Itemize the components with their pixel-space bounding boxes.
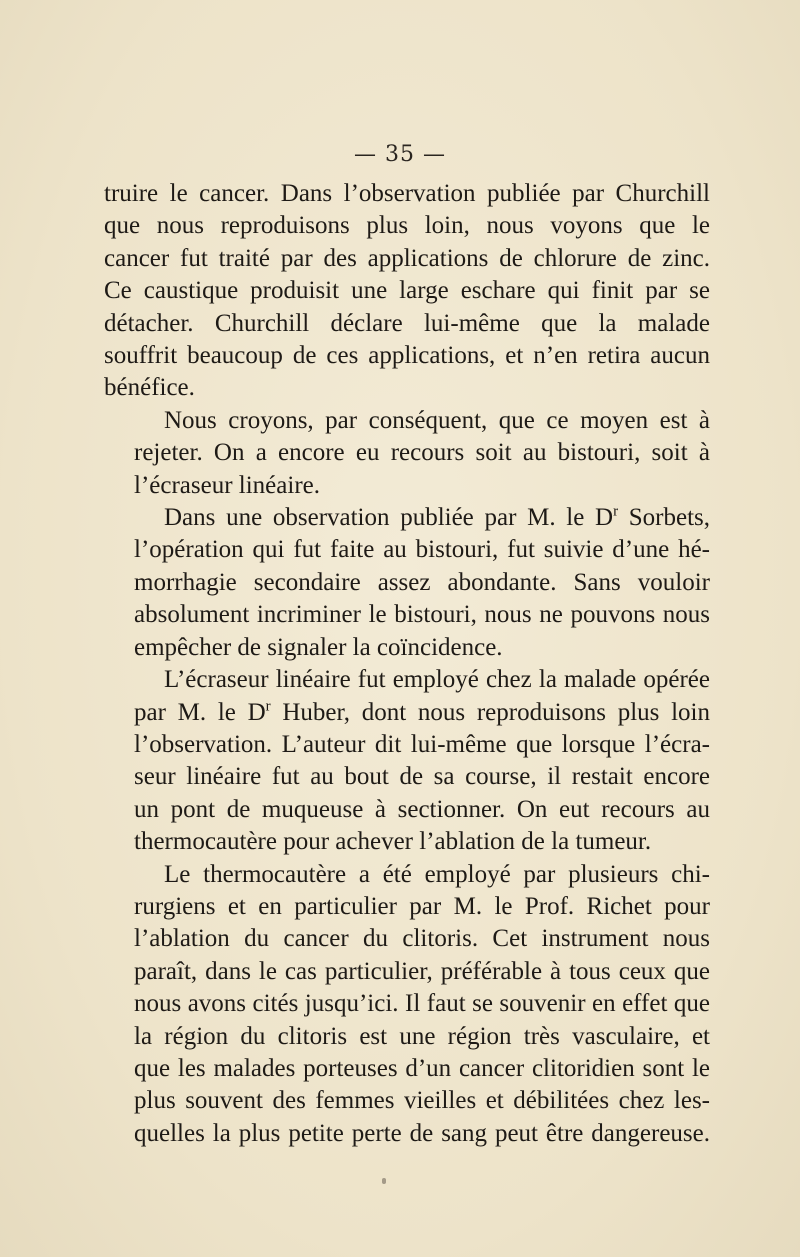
text-line: seur linéaire fut au bout de sa course, il restait encore: [134, 763, 710, 791]
body-text: [104, 178, 710, 1150]
text-fragment: Dans une observation publiée par M. le D: [164, 504, 614, 532]
text-line: cancer fut traité par des applications de chlorure de zinc.: [104, 244, 710, 272]
text-line: truire le cancer. Dans l’observation publiée par Churchill: [104, 180, 710, 207]
text-line: l’ablation du cancer du clitoris. Cet instrument nous: [134, 925, 710, 953]
text-line: l’opération qui fut faite au bistouri, fut suivie d’une hé-: [134, 536, 710, 564]
text-line: l’écraseur linéaire.: [134, 471, 320, 499]
text-line: Le thermocautère a été employé par plusieurs chi-: [164, 860, 710, 888]
text-line: Nous croyons, par conséquent, que ce moyen est à: [164, 406, 710, 434]
text-line: rejeter. On a encore eu recours soit au bistouri, soit à: [134, 439, 710, 467]
page-number: — 35 —: [354, 142, 446, 167]
text-line: paraît, dans le cas particulier, préférable à tous ceux que: [134, 957, 710, 985]
text-line: rurgiens et en particulier par M. le Prof. Richet pour: [134, 892, 710, 920]
paragraph-4: [104, 664, 710, 858]
paragraph-3: [104, 502, 710, 664]
text-line: L’écraseur linéaire fut employé chez la malade opérée: [164, 666, 710, 694]
text-line: un pont de muqueuse à sectionner. On eut recours au: [134, 795, 710, 823]
text-line: morrhagie secondaire assez abondante. Sans vouloir: [134, 568, 710, 596]
text-line: bénéfice.: [104, 374, 195, 402]
text-line: absolument incriminer le bistouri, nous ne pouvons nous: [134, 601, 710, 629]
text-line: souffrit beaucoup de ces applications, et n’en retira aucun: [104, 342, 710, 370]
ink-speck: [382, 1178, 386, 1184]
text-fragment: Sorbets,: [618, 504, 711, 532]
paragraph-5: [104, 859, 710, 1151]
paragraph-1: [104, 178, 710, 405]
text-fragment: Huber, dont nous reproduisons plus loin: [270, 698, 710, 726]
text-line: [104, 502, 710, 534]
text-line: [104, 697, 710, 729]
text-line: Ce caustique produisit une large eschare qui finit par se: [104, 277, 710, 305]
text-line: plus souvent des femmes vieilles et débilitées chez les-: [134, 1087, 710, 1115]
text-line: que nous reproduisons plus loin, nous voyons que le: [104, 212, 710, 240]
text-line: détacher. Churchill déclare lui-même que la malade: [104, 309, 710, 337]
superscript: r: [613, 503, 619, 520]
superscript: r: [265, 698, 271, 715]
text-line: thermocautère pour achever l’ablation de la tumeur.: [134, 828, 652, 856]
text-line: nous avons cités jusqu’ici. Il faut se souvenir en effet que: [134, 990, 710, 1018]
paragraph-2: [104, 405, 710, 502]
text-fragment: par M. le D: [134, 698, 266, 726]
text-line: empêcher de signaler la coïncidence.: [134, 633, 503, 661]
text-line: que les malades porteuses d’un cancer clitoridien sont le: [134, 1054, 710, 1082]
text-line: l’observation. L’auteur dit lui-même que lorsque l’écra-: [134, 730, 710, 758]
text-line: la région du clitoris est une région très vasculaire, et: [134, 1022, 710, 1050]
text-line: quelles la plus petite perte de sang peut être dangereuse.: [134, 1119, 710, 1147]
